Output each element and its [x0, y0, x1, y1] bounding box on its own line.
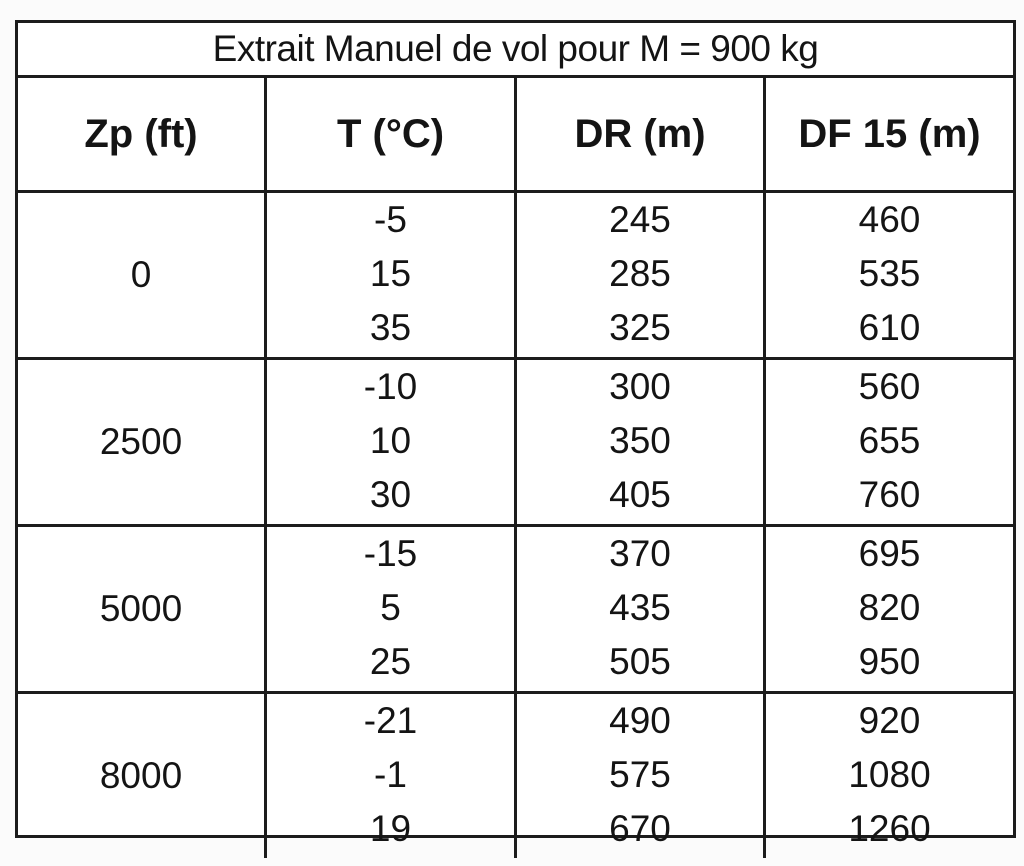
- df15-cell: [766, 360, 1013, 524]
- header-temperature: T (°C): [267, 78, 517, 190]
- temperature-value: -15: [363, 533, 418, 574]
- df15-value: 920: [858, 700, 921, 741]
- temperature-value: -10: [363, 366, 418, 407]
- dr-value: 405: [609, 474, 671, 515]
- table-body: [18, 193, 1013, 849]
- df15-value: 535: [858, 253, 921, 294]
- df15-value: 460: [858, 199, 921, 240]
- dr-value: 435: [609, 587, 671, 628]
- df15-value: 610: [858, 307, 921, 348]
- dr-value: 325: [609, 307, 671, 348]
- dr-cell: [517, 527, 766, 691]
- zp-cell: [18, 527, 267, 691]
- dr-cell: [517, 360, 766, 524]
- table-title: Extrait Manuel de vol pour M = 900 kg: [18, 23, 1013, 78]
- dr-value: 300: [609, 366, 671, 407]
- dr-value: 245: [609, 199, 671, 240]
- temperature-value: -1: [374, 754, 407, 795]
- zp-cell: [18, 694, 267, 858]
- table-group-zp-5000: [18, 527, 1013, 694]
- zp-value: 8000: [99, 755, 183, 796]
- dr-value: 285: [609, 253, 671, 294]
- df15-value: 560: [858, 366, 921, 407]
- temperature-value: 35: [369, 307, 412, 348]
- table-group-zp-8000: [18, 694, 1013, 858]
- temperature-value: 10: [369, 420, 412, 461]
- header-dr: DR (m): [517, 78, 766, 190]
- performance-table: [15, 20, 1016, 849]
- dr-value: 370: [609, 533, 671, 574]
- dr-value: 505: [609, 641, 671, 682]
- dr-value: 350: [609, 420, 671, 461]
- zp-value: 5000: [99, 588, 183, 629]
- df15-value: 695: [858, 533, 921, 574]
- temperature-cell: [267, 360, 517, 524]
- temperature-value: -21: [363, 700, 418, 741]
- zp-cell: [18, 360, 267, 524]
- temperature-cell: [267, 193, 517, 357]
- zp-value: 0: [130, 254, 152, 295]
- dr-value: 575: [609, 754, 671, 795]
- table-group-zp-2500: [18, 360, 1013, 527]
- zp-cell: [18, 193, 267, 357]
- temperature-value: 30: [369, 474, 412, 515]
- temperature-cell: [267, 527, 517, 691]
- df15-value: 820: [858, 587, 921, 628]
- temperature-value: 15: [369, 253, 412, 294]
- df15-value: 1260: [848, 808, 931, 849]
- df15-value: 1080: [848, 754, 931, 795]
- temperature-value: 19: [369, 808, 412, 849]
- df15-cell: [766, 527, 1013, 691]
- temperature-cell: [267, 694, 517, 858]
- df15-value: 655: [858, 420, 921, 461]
- df15-value: 950: [858, 641, 921, 682]
- df15-cell: [766, 193, 1013, 357]
- dr-value: 490: [609, 700, 671, 741]
- dr-cell: [517, 193, 766, 357]
- df15-value: 760: [858, 474, 921, 515]
- header-df15: DF 15 (m): [798, 111, 981, 156]
- df15-cell: [766, 694, 1013, 858]
- temperature-value: 25: [369, 641, 412, 682]
- header-zp: Zp (ft): [18, 78, 267, 190]
- temperature-value: 5: [380, 587, 401, 628]
- dr-cell: [517, 694, 766, 858]
- table-group-zp-0: [18, 193, 1013, 360]
- table-header-row: [18, 78, 1013, 193]
- dr-value: 670: [609, 808, 671, 849]
- zp-value: 2500: [99, 421, 183, 462]
- temperature-value: -5: [374, 199, 407, 240]
